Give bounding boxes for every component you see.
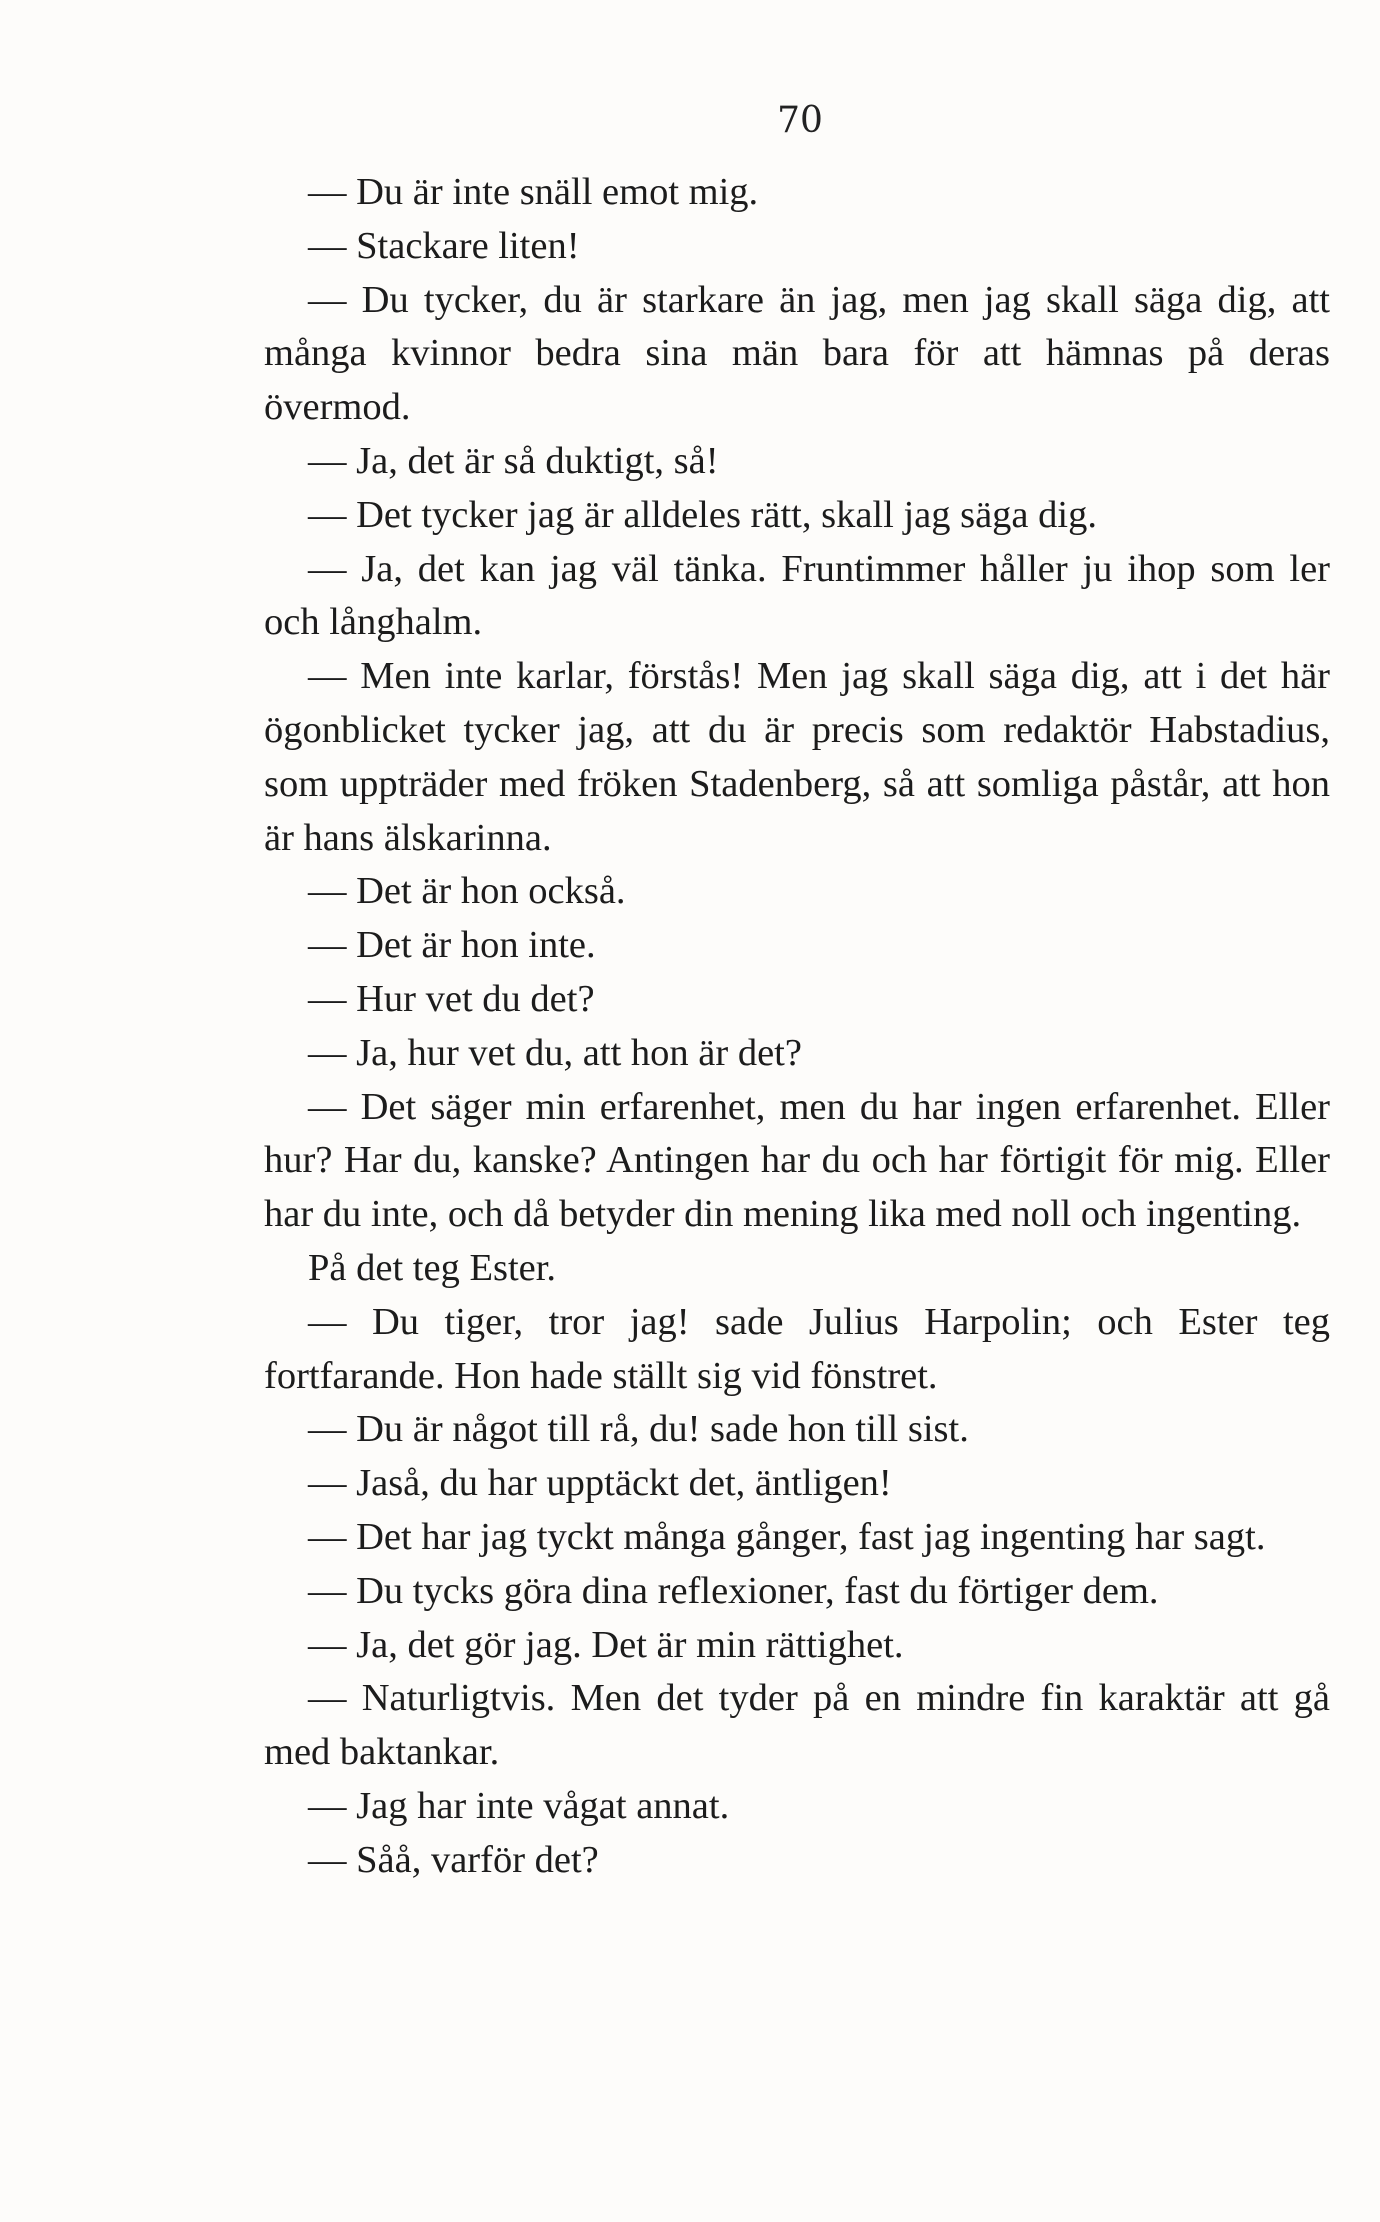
paragraph-16: — Jaså, du har upptäckt det, äntligen! xyxy=(308,1462,892,1505)
paragraph-13: På det teg Ester. xyxy=(308,1246,557,1289)
paragraph-14: — Du tiger, tror jag! sade Julius Harpolin; och Ester teg fortfarande. Hon hade ställt sig vid fönstret. xyxy=(264,1300,1330,1397)
page-number: 70 xyxy=(777,100,823,141)
paragraph-4: — Ja, det är så duktigt, så! xyxy=(308,439,719,482)
paragraph-15: — Du är något till rå, du! sade hon till sist. xyxy=(308,1408,969,1451)
paragraph-2: — Stackare liten! xyxy=(308,224,580,267)
paragraph-6: — Ja, det kan jag väl tänka. Fruntimmer håller ju ihop som ler och långhalm. xyxy=(264,547,1330,644)
paragraph-19: — Ja, det gör jag. Det är min rättighet. xyxy=(308,1623,904,1666)
paragraph-8: — Det är hon också. xyxy=(308,870,626,913)
paragraph-21: — Jag har inte vågat annat. xyxy=(308,1784,730,1827)
paragraph-12: — Det säger min erfarenhet, men du har ingen erfarenhet. Eller hur? Har du, kanske? Antingen har du och har förtigit för mig. Eller har du inte, och då betyder din mening lika med noll och ingenting. xyxy=(264,1085,1330,1236)
paragraph-22: — Såå, varför det? xyxy=(308,1838,599,1881)
paragraph-7: — Men inte karlar, förstås! Men jag skall säga dig, att i det här ögonblicket tycker jag, att du är precis som redaktör Habstadius, som uppträder med fröken Stadenberg, så att somliga påstår, att hon är hans älskarinna. xyxy=(264,655,1330,859)
paragraph-10: — Hur vet du det? xyxy=(308,977,595,1020)
paragraph-9: — Det är hon inte. xyxy=(308,924,596,967)
paragraph-11: — Ja, hur vet du, att hon är det? xyxy=(308,1031,802,1074)
paragraph-5: — Det tycker jag är alldeles rätt, skall jag säga dig. xyxy=(308,493,1097,536)
paragraph-18: — Du tycks göra dina reflexioner, fast du förtiger dem. xyxy=(308,1569,1159,1612)
paragraph-3: — Du tycker, du är starkare än jag, men jag skall säga dig, att många kvinnor bedra sina män bara för att hämnas på deras övermod. xyxy=(264,278,1330,429)
body-text xyxy=(264,166,1330,1888)
paragraph-1: — Du är inte snäll emot mig. xyxy=(308,171,759,213)
paragraph-20: — Naturligtvis. Men det tyder på en mindre fin karaktär att gå med baktankar. xyxy=(264,1677,1330,1774)
paragraph-17: — Det har jag tyckt många gånger, fast jag ingenting har sagt. xyxy=(308,1515,1266,1558)
